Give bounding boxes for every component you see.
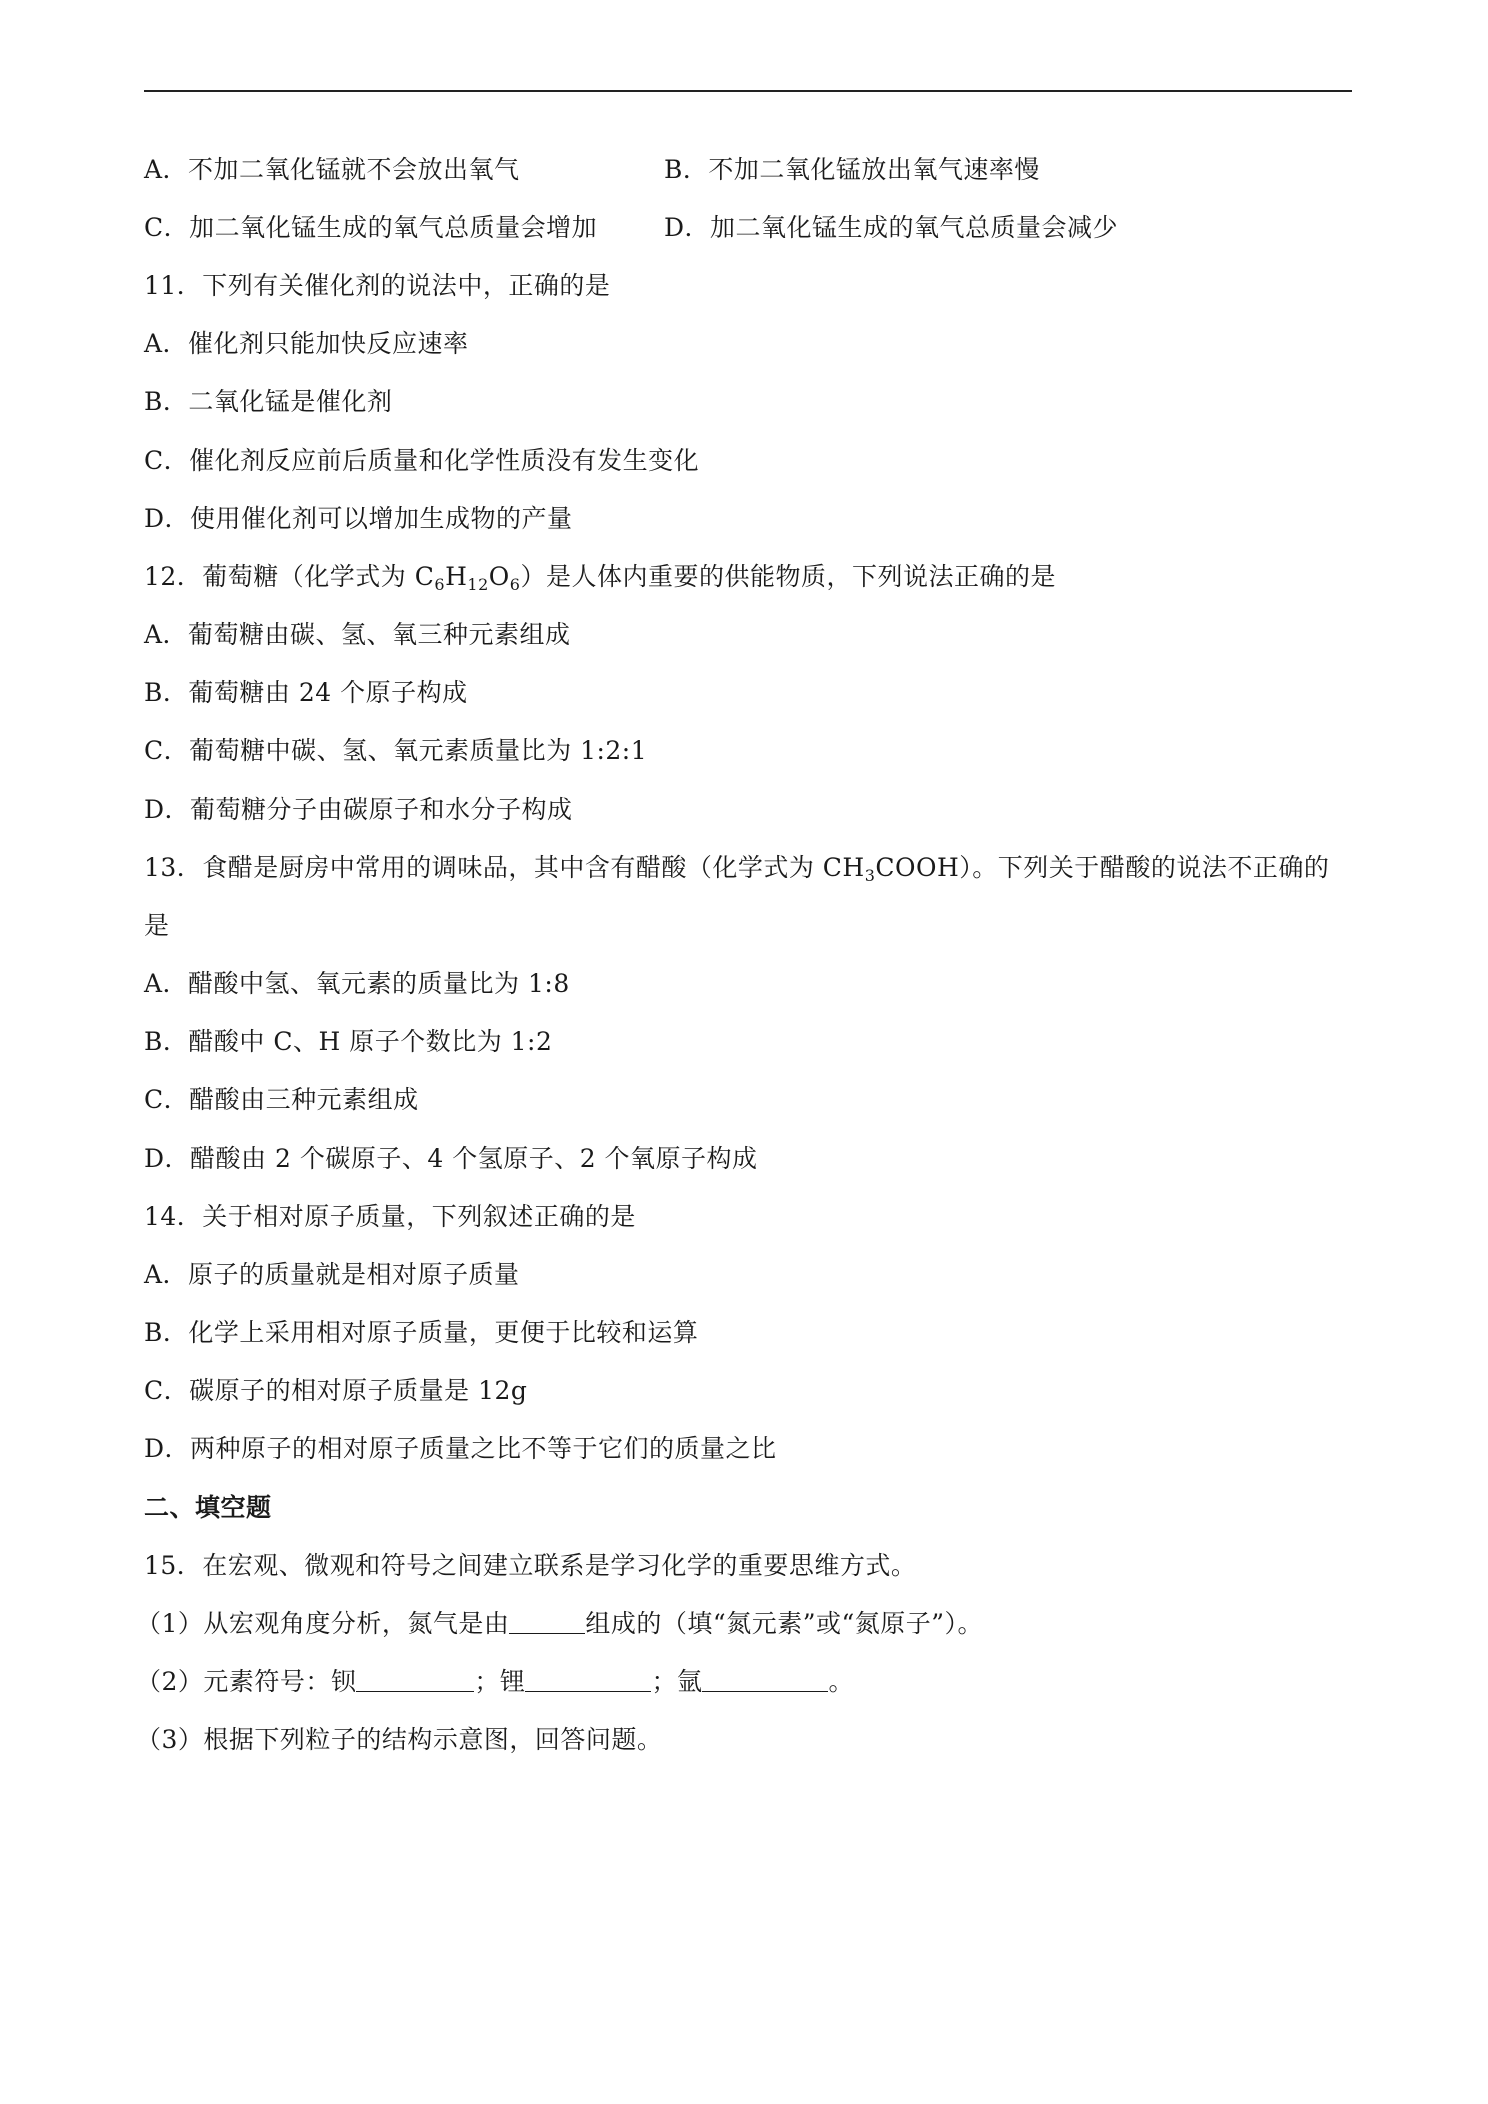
q15-part-3: （3）根据下列粒子的结构示意图，回答问题。 — [136, 1725, 663, 1754]
q10-option-a: A．不加二氧化锰就不会放出氧气 — [144, 155, 520, 184]
answer-blank[interactable] — [509, 1609, 585, 1634]
q13-option-d: D．醋酸由 2 个碳原子、4 个氢原子、2 个氧原子构成 — [144, 1144, 758, 1173]
q15-part-2-text: ；锂 — [474, 1667, 526, 1696]
q12-subscript: 6 — [509, 575, 521, 594]
q12-stem-text: ）是人体内重要的供能物质，下列说法正确的是 — [520, 562, 1056, 591]
q15-part-1-text: 组成的（填“氮元素”或“氮原子”）。 — [585, 1609, 984, 1638]
q11-option-c: C．催化剂反应前后质量和化学性质没有发生变化 — [144, 446, 700, 475]
q15-part-2-text: （2）元素符号：钡 — [136, 1667, 357, 1696]
answer-blank[interactable] — [356, 1667, 474, 1692]
q10-option-c: C．加二氧化锰生成的氧气总质量会增加 — [144, 213, 598, 242]
q15-part-2-text: ；氩 — [651, 1667, 703, 1696]
q14-option-c: C．碳原子的相对原子质量是 12g — [144, 1376, 528, 1405]
q10-option-b: B．不加二氧化锰放出氧气速率慢 — [664, 155, 1040, 184]
q14-option-a: A．原子的质量就是相对原子质量 — [144, 1260, 520, 1289]
q12-option-c: C．葡萄糖中碳、氢、氧元素质量比为 1:2:1 — [144, 736, 648, 765]
q13-subscript: 3 — [864, 866, 876, 885]
header-rule — [144, 90, 1352, 92]
q13-option-b: B．醋酸中 C、H 原子个数比为 1:2 — [144, 1027, 553, 1056]
q12-stem-text: 12．葡萄糖（化学式为 C — [144, 562, 435, 591]
q15-stem: 15．在宏观、微观和符号之间建立联系是学习化学的重要思维方式。 — [144, 1551, 917, 1580]
q15-part-1 — [136, 1607, 983, 1641]
q12-option-b: B．葡萄糖由 24 个原子构成 — [144, 678, 468, 707]
q11-option-d: D．使用催化剂可以增加生成物的产量 — [144, 504, 573, 533]
q14-option-b: B．化学上采用相对原子质量，更便于比较和运算 — [144, 1318, 699, 1347]
answer-blank[interactable] — [525, 1667, 651, 1692]
q12-option-d: D．葡萄糖分子由碳原子和水分子构成 — [144, 795, 573, 824]
q12-formula-h: H — [445, 562, 468, 591]
q15-part-2-text: 。 — [828, 1667, 854, 1696]
q12-subscript: 6 — [434, 575, 446, 594]
q13-option-a: A．醋酸中氢、氧元素的质量比为 1:8 — [144, 969, 570, 998]
q15-part-2 — [136, 1665, 854, 1699]
q13-stem-continued: 是 — [144, 911, 170, 940]
q13-stem — [144, 851, 1329, 885]
q13-stem-text: COOH）。下列关于醋酸的说法不正确的 — [875, 853, 1330, 882]
q11-option-a: A．催化剂只能加快反应速率 — [144, 329, 469, 358]
q13-stem-text: 13．食醋是厨房中常用的调味品，其中含有醋酸（化学式为 CH — [144, 853, 865, 882]
q14-stem: 14．关于相对原子质量，下列叙述正确的是 — [144, 1202, 636, 1231]
q14-option-d: D．两种原子的相对原子质量之比不等于它们的质量之比 — [144, 1434, 777, 1463]
q10-option-d: D．加二氧化锰生成的氧气总质量会减少 — [664, 213, 1119, 242]
q12-stem — [144, 560, 1056, 594]
q11-option-b: B．二氧化锰是催化剂 — [144, 387, 393, 416]
q12-subscript: 12 — [467, 575, 489, 594]
q12-option-a: A．葡萄糖由碳、氢、氧三种元素组成 — [144, 620, 571, 649]
q13-option-c: C．醋酸由三种元素组成 — [144, 1085, 419, 1114]
q15-part-1-text: （1）从宏观角度分析，氮气是由 — [136, 1609, 510, 1638]
answer-blank[interactable] — [702, 1667, 828, 1692]
q12-formula-o: O — [488, 562, 510, 591]
q11-stem: 11．下列有关催化剂的说法中，正确的是 — [144, 271, 611, 300]
section-title: 二、填空题 — [144, 1493, 272, 1522]
